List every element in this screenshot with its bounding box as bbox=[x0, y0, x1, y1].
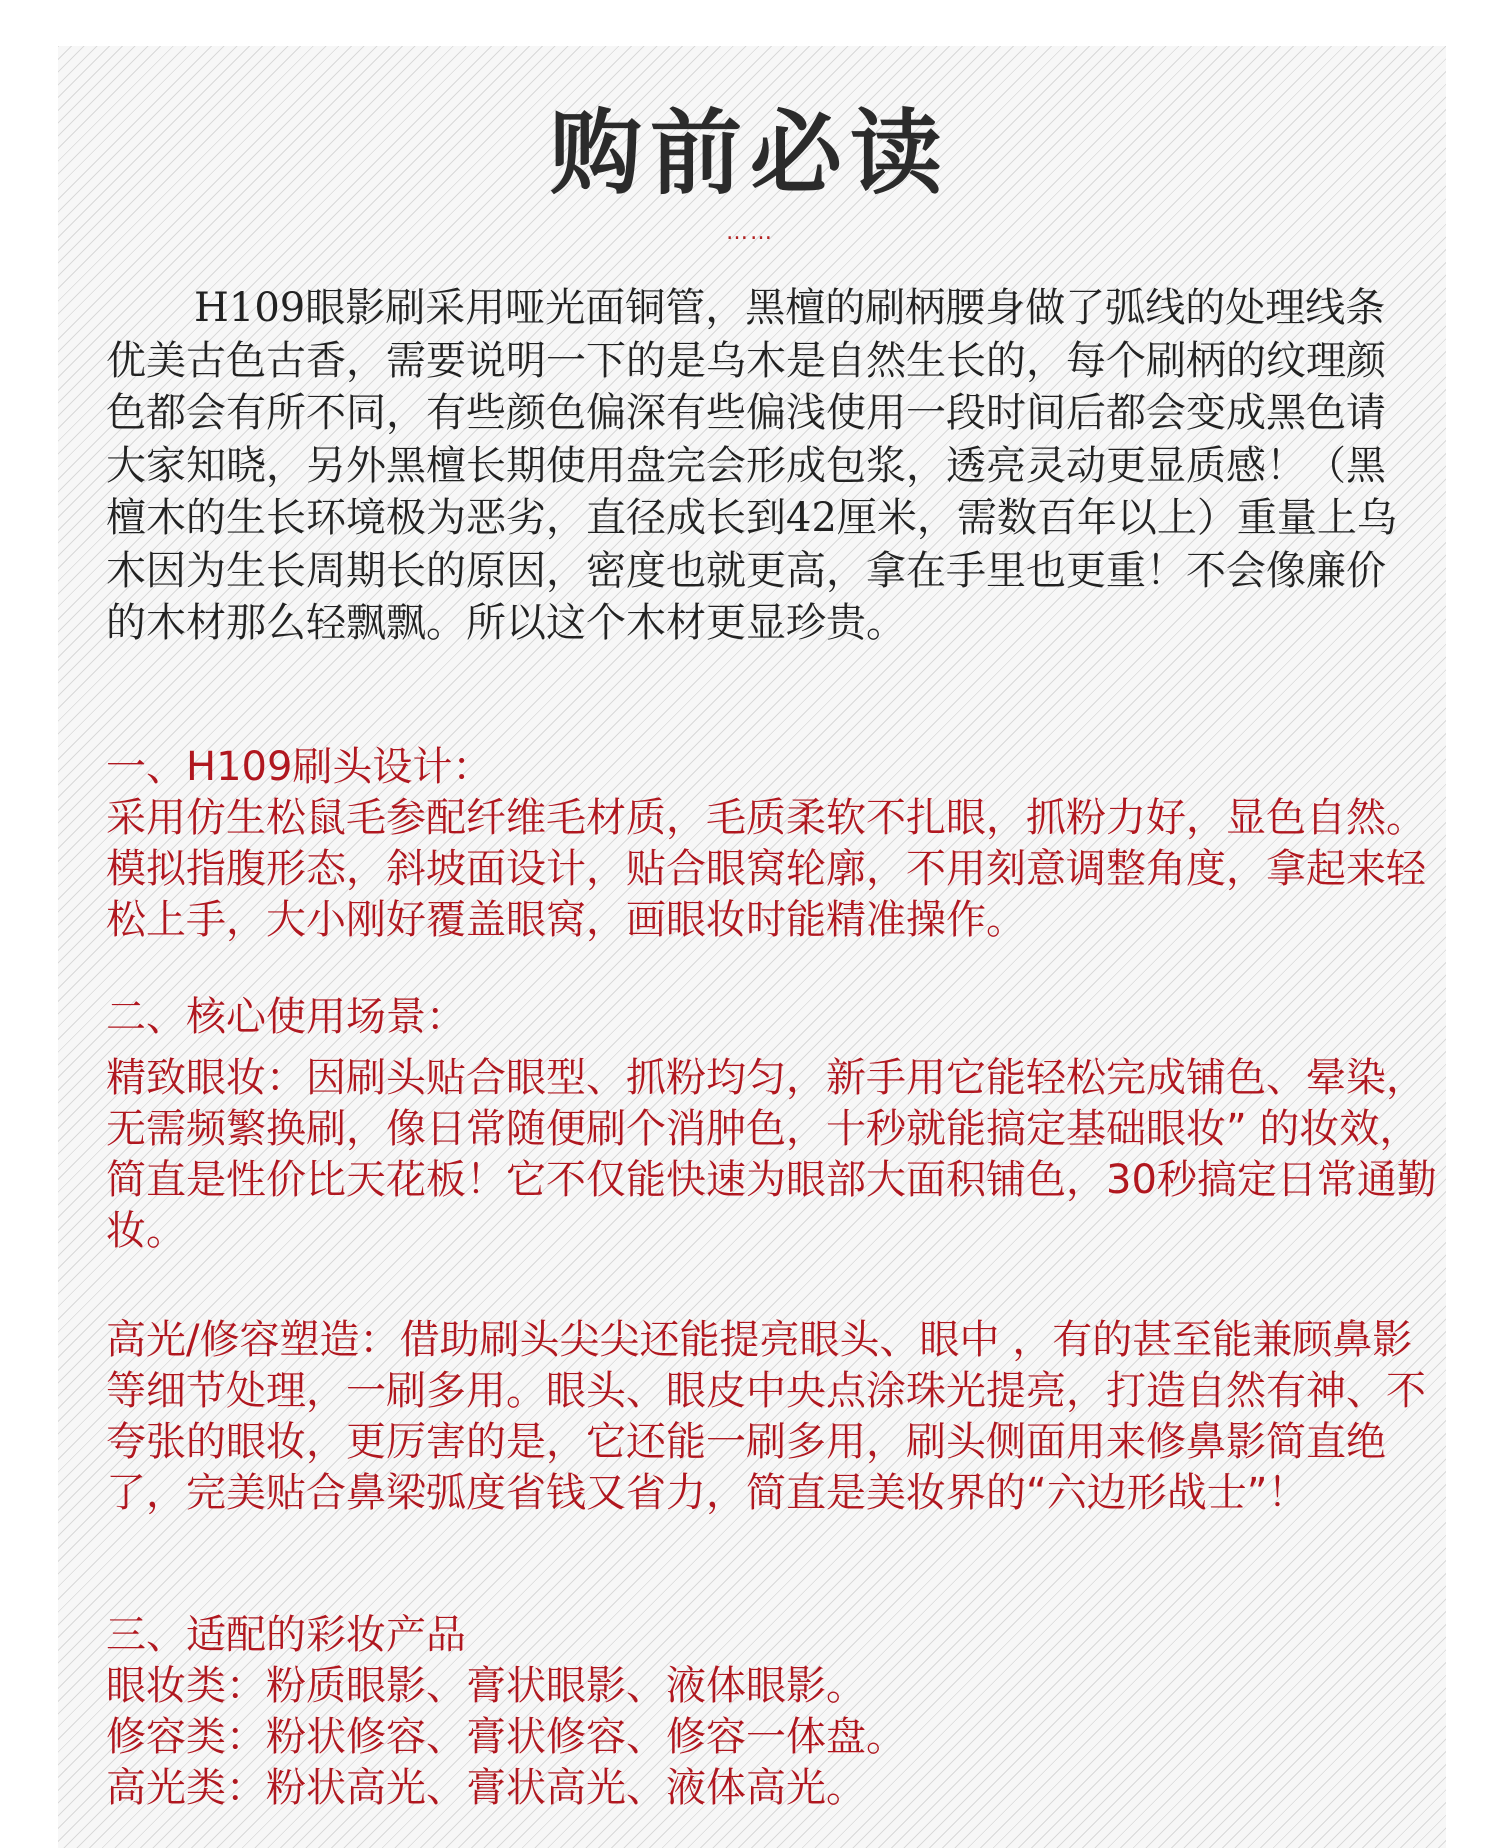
intro-paragraph: H109眼影刷采用哑光面铜管，黑檀的刷柄腰身做了弧线的处理线条优美古色古香，需要说明一下的是乌木是自然生长的，每个刷柄的纹理颜色都会有所不同，有些颜色偏深有些偏浅使用一段时间后都会变成黑色请大家知晓，另外黑檀长期使用盘完会形成包浆，透亮灵动更显质感！（黑檀木的生长环境极为恶劣，直径成长到42厘米，需数百年以上）重量上乌木因为生长周期长的原因，密度也就更高，拿在手里也更重！不会像廉价的木材那么轻飘飘。所以这个木材更显珍贵。 bbox=[106, 285, 1397, 646]
page-title: 购前必读 bbox=[549, 99, 950, 207]
section-highlight-contour bbox=[106, 1315, 1446, 1519]
list-item: 高光类：粉状高光、膏状高光、液体高光。 bbox=[106, 1765, 866, 1811]
section-brush-head-design bbox=[106, 742, 1446, 946]
section-compatible-products bbox=[106, 1610, 1446, 1814]
usage-highlight-contour-paragraph: 高光/修容塑造：借助刷头尖尖还能提亮眼头、眼中 ，有的甚至能兼顾鼻影等细节处理，一刷多用。眼头、眼皮中央点涂珠光提亮，打造自然有神、不夸张的眼妆，更厉害的是，它还能一刷多用，刷头侧面用来修鼻影简直绝了，完美贴合鼻梁弧度省钱又省力，简直是美妆界的“六边形战士”！ bbox=[106, 1317, 1426, 1516]
section-heading: 三、适配的彩妆产品 bbox=[106, 1612, 466, 1658]
list-item: 眼妆类：粉质眼影、膏状眼影、液体眼影。 bbox=[106, 1663, 866, 1709]
title-decoration-dots: …… bbox=[726, 220, 774, 245]
usage-eye-makeup-paragraph: 精致眼妆：因刷头贴合眼型、抓粉均匀，新手用它能轻松完成铺色、晕染，无需频繁换刷，像日常随便刷个消肿色，十秒就能搞定基础眼妆” 的妆效，简直是性价比天花板！它不仅能快速为眼部大面积铺色，30秒搞定日常通勤妆。 bbox=[106, 1055, 1437, 1254]
section-body: 采用仿生松鼠毛参配纤维毛材质，毛质柔软不扎眼，抓粉力好，显色自然。模拟指腹形态，斜坡面设计，贴合眼窝轮廓，不用刻意调整角度，拿起来轻松上手，大小刚好覆盖眼窝，画眼妆时能精准操作。 bbox=[106, 795, 1426, 943]
section-heading: 一、H109刷头设计： bbox=[106, 744, 493, 790]
list-item: 修容类：粉状修容、膏状修容、修容一体盘。 bbox=[106, 1714, 906, 1760]
section-heading: 二、核心使用场景： bbox=[106, 994, 466, 1040]
section-usage-scenarios bbox=[106, 992, 1446, 1257]
